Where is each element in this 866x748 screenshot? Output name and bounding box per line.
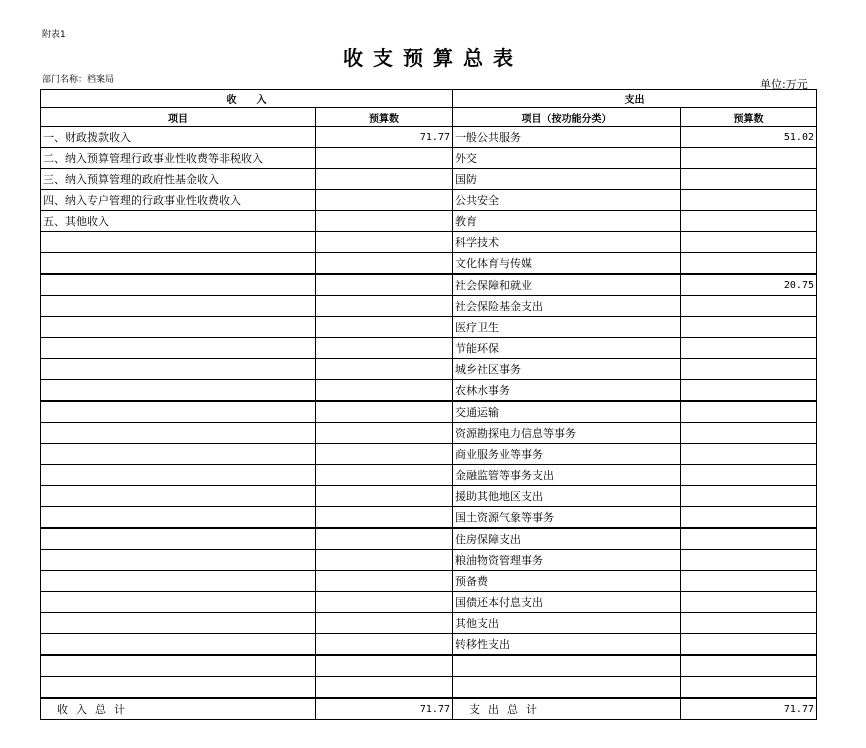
table-row: [41, 528, 817, 550]
income-amount-cell: [316, 677, 453, 699]
income-item-cell: [41, 571, 316, 592]
income-item-cell: 二、纳入预算管理行政事业性收费等非税收入: [41, 148, 316, 169]
expense-amount-cell: [681, 380, 817, 402]
income-item-cell: [41, 401, 316, 423]
income-item-cell: [41, 274, 316, 296]
expense-amount-header: 预算数: [681, 108, 817, 127]
income-item-cell: [41, 655, 316, 677]
table-row: [41, 465, 817, 486]
table-row: [41, 507, 817, 529]
table-row: [41, 592, 817, 613]
expense-item-cell: 社会保障和就业: [453, 274, 681, 296]
expense-amount-cell: [681, 507, 817, 529]
table-row: [41, 444, 817, 465]
income-amount-cell: [316, 359, 453, 380]
expense-item-cell: 农林水事务: [453, 380, 681, 402]
expense-amount-cell: [681, 148, 817, 169]
income-item-cell: 一、财政拨款收入: [41, 127, 316, 148]
expense-item-cell: 社会保险基金支出: [453, 296, 681, 317]
page-title: 收支预算总表: [343, 46, 523, 70]
table-row: [41, 169, 817, 190]
income-item-cell: [41, 296, 316, 317]
table-row: [41, 655, 817, 677]
expense-item-cell: 城乡社区事务: [453, 359, 681, 380]
expense-amount-cell: [681, 169, 817, 190]
income-amount-header: 预算数: [316, 108, 453, 127]
expense-item-cell: 文化体育与传媒: [453, 253, 681, 275]
table-row: [41, 232, 817, 253]
table-row: [41, 296, 817, 317]
income-item-cell: 五、其他收入: [41, 211, 316, 232]
expense-item-cell: 资源勘探电力信息等事务: [453, 423, 681, 444]
income-amount-cell: [316, 465, 453, 486]
budget-summary-table: [40, 89, 817, 720]
expense-amount-cell: [681, 423, 817, 444]
income-amount-cell: [316, 634, 453, 656]
expense-item-cell: 住房保障支出: [453, 528, 681, 550]
income-amount-cell: [316, 592, 453, 613]
expense-amount-cell: [681, 190, 817, 211]
expense-item-cell: 转移性支出: [453, 634, 681, 656]
income-total-amount: 71.77: [316, 698, 453, 720]
expense-amount-cell: 51.02: [681, 127, 817, 148]
table-row: [41, 380, 817, 402]
income-amount-cell: [316, 211, 453, 232]
income-amount-cell: [316, 507, 453, 529]
income-item-cell: [41, 677, 316, 699]
table-row: [41, 253, 817, 275]
income-item-cell: [41, 465, 316, 486]
table-row: [41, 127, 817, 148]
table-row: [41, 401, 817, 423]
income-amount-cell: [316, 528, 453, 550]
income-amount-cell: [316, 296, 453, 317]
unit-label: 单位:万元: [760, 78, 808, 91]
expense-amount-cell: [681, 592, 817, 613]
income-amount-cell: [316, 274, 453, 296]
header-row-group: [41, 90, 817, 108]
income-item-cell: [41, 232, 316, 253]
income-item-cell: [41, 613, 316, 634]
expense-amount-cell: [681, 677, 817, 699]
income-item-cell: [41, 444, 316, 465]
expense-item-cell: 交通运输: [453, 401, 681, 423]
income-item-cell: 四、纳入专户管理的行政事业性收费收入: [41, 190, 316, 211]
expense-item-cell: 公共安全: [453, 190, 681, 211]
income-item-cell: [41, 423, 316, 444]
expense-group-header: 支出: [453, 90, 817, 108]
income-item-cell: [41, 486, 316, 507]
income-amount-cell: [316, 190, 453, 211]
income-item-cell: [41, 317, 316, 338]
expense-item-cell: 商业服务业等事务: [453, 444, 681, 465]
expense-item-cell: 其他支出: [453, 613, 681, 634]
income-item-cell: [41, 380, 316, 402]
expense-amount-cell: 20.75: [681, 274, 817, 296]
expense-item-cell: [453, 655, 681, 677]
appendix-label: 附表1: [42, 30, 66, 40]
expense-amount-cell: [681, 465, 817, 486]
expense-amount-cell: [681, 338, 817, 359]
income-amount-cell: [316, 169, 453, 190]
table-row: [41, 317, 817, 338]
table-row: [41, 613, 817, 634]
income-amount-cell: [316, 148, 453, 169]
expense-item-cell: 国防: [453, 169, 681, 190]
income-amount-cell: [316, 423, 453, 444]
table-row: [41, 571, 817, 592]
income-amount-cell: [316, 571, 453, 592]
table-row: [41, 359, 817, 380]
expense-amount-cell: [681, 211, 817, 232]
expense-amount-cell: [681, 444, 817, 465]
income-item-cell: [41, 550, 316, 571]
expense-item-cell: 国土资源气象等事务: [453, 507, 681, 529]
income-total-label: 收入总计: [41, 698, 316, 720]
expense-item-cell: 金融监管等事务支出: [453, 465, 681, 486]
expense-item-cell: 一般公共服务: [453, 127, 681, 148]
expense-amount-cell: [681, 253, 817, 275]
income-item-cell: [41, 359, 316, 380]
expense-amount-cell: [681, 550, 817, 571]
income-amount-cell: [316, 655, 453, 677]
income-amount-cell: [316, 486, 453, 507]
expense-item-cell: 预备费: [453, 571, 681, 592]
income-item-cell: [41, 253, 316, 275]
income-item-cell: [41, 528, 316, 550]
expense-amount-cell: [681, 655, 817, 677]
income-item-cell: [41, 634, 316, 656]
income-amount-cell: [316, 613, 453, 634]
income-group-header: 收 入: [41, 90, 453, 108]
expense-amount-cell: [681, 401, 817, 423]
income-amount-cell: [316, 317, 453, 338]
expense-item-header: 项目（按功能分类）: [453, 108, 681, 127]
income-item-cell: [41, 592, 316, 613]
table-row: [41, 634, 817, 656]
total-row: [41, 698, 817, 720]
income-amount-cell: [316, 444, 453, 465]
expense-item-cell: 医疗卫生: [453, 317, 681, 338]
table-row: [41, 550, 817, 571]
expense-item-cell: [453, 677, 681, 699]
table-row: [41, 338, 817, 359]
expense-amount-cell: [681, 634, 817, 656]
income-amount-cell: [316, 338, 453, 359]
expense-amount-cell: [681, 528, 817, 550]
income-amount-cell: [316, 232, 453, 253]
expense-amount-cell: [681, 486, 817, 507]
expense-amount-cell: [681, 232, 817, 253]
income-amount-cell: [316, 380, 453, 402]
income-item-cell: [41, 507, 316, 529]
expense-total-label: 支出总计: [453, 698, 681, 720]
expense-item-cell: 教育: [453, 211, 681, 232]
income-amount-cell: [316, 401, 453, 423]
expense-item-cell: 粮油物资管理事务: [453, 550, 681, 571]
income-amount-cell: 71.77: [316, 127, 453, 148]
expense-item-cell: 国债还本付息支出: [453, 592, 681, 613]
expense-amount-cell: [681, 296, 817, 317]
income-item-header: 项目: [41, 108, 316, 127]
expense-item-cell: 援助其他地区支出: [453, 486, 681, 507]
table-row: [41, 677, 817, 699]
table-row: [41, 486, 817, 507]
expense-item-cell: 外交: [453, 148, 681, 169]
table-row: [41, 148, 817, 169]
expense-amount-cell: [681, 359, 817, 380]
expense-item-cell: 节能环保: [453, 338, 681, 359]
income-item-cell: [41, 338, 316, 359]
income-amount-cell: [316, 253, 453, 275]
table-row: [41, 190, 817, 211]
expense-item-cell: 科学技术: [453, 232, 681, 253]
expense-total-amount: 71.77: [681, 698, 817, 720]
table-row: [41, 211, 817, 232]
expense-amount-cell: [681, 613, 817, 634]
header-row-columns: [41, 108, 817, 127]
income-amount-cell: [316, 550, 453, 571]
table-row: [41, 274, 817, 296]
department-label: 部门名称：档案局: [42, 75, 115, 85]
income-item-cell: 三、纳入预算管理的政府性基金收入: [41, 169, 316, 190]
table-row: [41, 423, 817, 444]
expense-amount-cell: [681, 571, 817, 592]
expense-amount-cell: [681, 317, 817, 338]
